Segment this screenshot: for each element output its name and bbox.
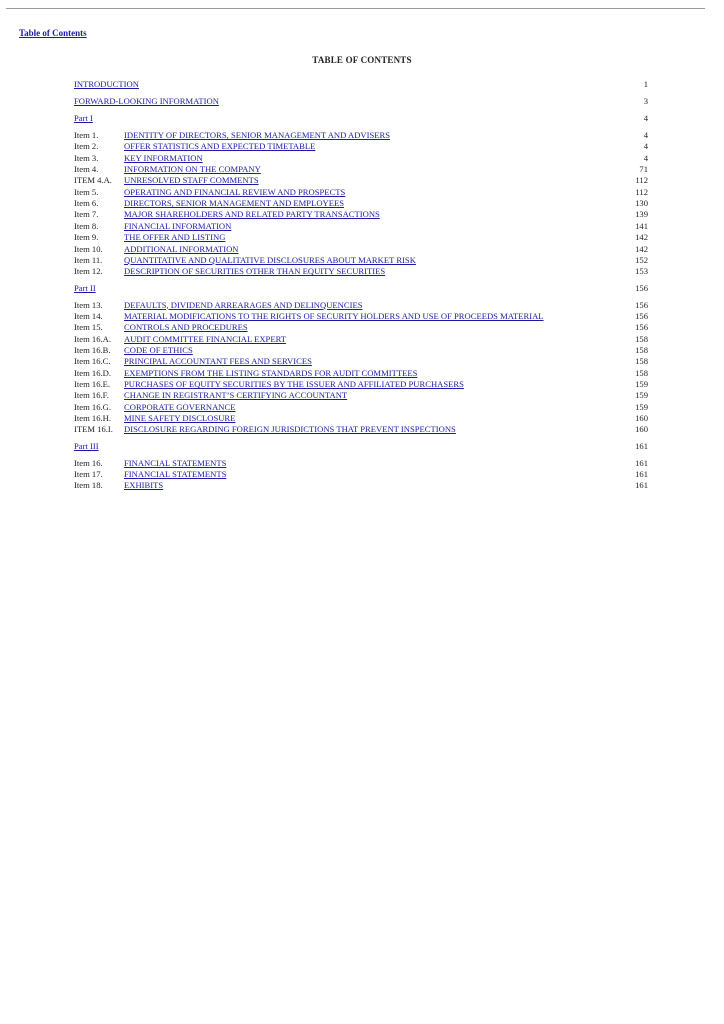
- toc-link[interactable]: OFFER STATISTICS AND EXPECTED TIMETABLE: [124, 141, 316, 152]
- toc-link[interactable]: INTRODUCTION: [74, 79, 139, 89]
- toc-link[interactable]: MAJOR SHAREHOLDERS AND RELATED PARTY TRANSACTIONS: [124, 209, 380, 220]
- toc-item-row: [74, 401, 648, 413]
- item-number: Item 16.G.: [74, 401, 111, 412]
- toc-link[interactable]: ADDITIONAL INFORMATION: [124, 243, 239, 254]
- toc-link[interactable]: FINANCIAL STATEMENTS: [124, 457, 227, 468]
- toc-item-row: [74, 321, 648, 333]
- toc-item-row: [74, 389, 648, 401]
- toc-item-row: [74, 412, 648, 424]
- page-number: 142: [635, 232, 648, 243]
- toc-link[interactable]: IDENTITY OF DIRECTORS, SENIOR MANAGEMENT AND ADVISERS: [124, 130, 391, 140]
- page-number: 161: [635, 457, 648, 468]
- toc-item-row: [74, 220, 648, 232]
- toc-link[interactable]: DEFAULTS, DIVIDEND ARREARAGES AND DELINQUENCIES: [124, 299, 363, 310]
- page-number: 156: [635, 322, 648, 333]
- toc-item-row: [74, 265, 648, 277]
- item-number: Item 16.B.: [74, 344, 111, 355]
- toc-item-row: [74, 163, 648, 175]
- page-number: 160: [635, 413, 648, 424]
- toc-link[interactable]: EXEMPTIONS FROM THE LISTING STANDARDS FOR AUDIT COMMITTEES: [124, 367, 418, 378]
- toc-item-row: [74, 197, 648, 209]
- item-number: Item 3.: [74, 152, 99, 163]
- toc-entry: [74, 95, 648, 107]
- toc-item-row: [74, 186, 648, 198]
- item-number: Item 16.F.: [74, 390, 109, 401]
- item-number: Item 18.: [74, 480, 103, 491]
- toc-link[interactable]: FINANCIAL INFORMATION: [124, 220, 232, 231]
- item-number: Item 16.A.: [74, 333, 111, 344]
- toc-link[interactable]: THE OFFER AND LISTING: [124, 232, 226, 243]
- toc-item-row: [74, 208, 648, 220]
- page-number: 139: [635, 209, 648, 220]
- page-number: 152: [635, 254, 648, 265]
- item-number: Item 5.: [74, 186, 99, 197]
- table-of-contents-link[interactable]: Table of Contents: [19, 28, 87, 38]
- toc-item-row: [74, 333, 648, 345]
- item-number: Item 2.: [74, 141, 99, 152]
- toc-item-row: [74, 468, 648, 480]
- toc-item-row: [74, 479, 648, 491]
- toc-link[interactable]: MINE SAFETY DISCLOSURE: [124, 413, 236, 424]
- toc-link[interactable]: FINANCIAL STATEMENTS: [124, 469, 227, 480]
- page-number: 159: [635, 390, 648, 401]
- page-number: 141: [635, 220, 648, 231]
- page-number: 3: [643, 96, 648, 106]
- toc-item-row: [74, 231, 648, 243]
- toc-link[interactable]: DESCRIPTION OF SECURITIES OTHER THAN EQUITY SECURITIES: [124, 266, 386, 277]
- item-number: Item 16.C.: [74, 356, 111, 367]
- toc-item-row: [74, 174, 648, 186]
- toc-link[interactable]: FORWARD-LOOKING INFORMATION: [74, 96, 219, 106]
- toc-link[interactable]: DISCLOSURE REGARDING FOREIGN JURISDICTIONS THAT PREVENT INSPECTIONS: [124, 424, 456, 435]
- page-number: 4: [643, 152, 648, 163]
- page-number: 159: [635, 379, 648, 389]
- page-number: 156: [635, 310, 648, 321]
- item-number: Item 16.H.: [74, 413, 111, 424]
- toc-item-row: [74, 344, 648, 356]
- toc-item-row: [74, 129, 648, 141]
- page-number: 142: [635, 243, 648, 254]
- toc-link[interactable]: INFORMATION ON THE COMPANY: [124, 164, 261, 175]
- toc-item-row: [74, 367, 648, 379]
- page-number: 4: [643, 113, 648, 123]
- page-number: 4: [643, 141, 648, 152]
- toc-link[interactable]: PRINCIPAL ACCOUNTANT FEES AND SERVICES: [124, 356, 312, 367]
- page-number: 71: [639, 164, 648, 175]
- toc-link[interactable]: AUDIT COMMITTEE FINANCIAL EXPERT: [124, 333, 287, 344]
- toc-entry: [74, 78, 648, 90]
- item-number: Item 9.: [74, 232, 99, 243]
- item-number: Item 15.: [74, 322, 103, 333]
- toc-link[interactable]: CODE OF ETHICS: [124, 344, 193, 355]
- toc-link[interactable]: OPERATING AND FINANCIAL REVIEW AND PROSPECTS: [124, 186, 346, 197]
- toc-item-row: [74, 355, 648, 367]
- page-number: 4: [643, 130, 648, 140]
- toc-link[interactable]: EXHIBITS: [124, 480, 164, 491]
- page-number: 158: [635, 367, 648, 378]
- top-divider: [6, 8, 705, 9]
- page-number: 112: [635, 186, 648, 197]
- item-number: Item 8.: [74, 220, 99, 231]
- toc-item-row: [74, 152, 648, 164]
- page-title: TABLE OF CONTENTS: [312, 55, 412, 65]
- toc-link[interactable]: MATERIAL MODIFICATIONS TO THE RIGHTS OF SECURITY HOLDERS AND USE OF PROCEEDS MATERIAL: [124, 310, 544, 321]
- item-number: Item 16.E.: [74, 379, 111, 389]
- part-heading: [74, 282, 648, 294]
- item-number: Item 1.: [74, 130, 99, 140]
- toc-item-row: [74, 457, 648, 469]
- toc-item-row: [74, 140, 648, 152]
- item-number: Item 13.: [74, 299, 103, 310]
- page-number: 159: [635, 401, 648, 412]
- page-number: 112: [635, 175, 648, 186]
- page-number: 153: [635, 266, 648, 277]
- page-number: 161: [635, 469, 648, 480]
- toc-link[interactable]: PURCHASES OF EQUITY SECURITIES BY THE ISSUER AND AFFILIATED PURCHASERS: [124, 379, 464, 389]
- toc-link[interactable]: KEY INFORMATION: [124, 152, 203, 163]
- part-heading: [74, 440, 648, 452]
- page-number: 156: [635, 282, 648, 293]
- item-number: Item 12.: [74, 266, 103, 277]
- part-link[interactable]: Part II: [74, 282, 96, 293]
- part-link[interactable]: Part I: [74, 113, 93, 123]
- page-number: 1: [643, 79, 648, 89]
- item-number: Item 16.D.: [74, 367, 111, 378]
- page-number: 158: [635, 356, 648, 367]
- item-number: ITEM 4.A.: [74, 175, 112, 186]
- toc-link[interactable]: DIRECTORS, SENIOR MANAGEMENT AND EMPLOYEES: [124, 198, 345, 209]
- part-link[interactable]: Part III: [74, 440, 99, 451]
- page-number: 130: [635, 198, 648, 209]
- item-number: Item 16.: [74, 457, 103, 468]
- page-number: 158: [635, 344, 648, 355]
- page-number: 158: [635, 333, 648, 344]
- page-number: 160: [635, 424, 648, 435]
- toc-item-row: [74, 310, 648, 322]
- toc-item-row: [74, 299, 648, 311]
- toc-item-row: [74, 423, 648, 435]
- item-number: Item 6.: [74, 198, 99, 209]
- item-number: Item 7.: [74, 209, 99, 220]
- toc-item-row: [74, 378, 648, 390]
- toc-link[interactable]: UNRESOLVED STAFF COMMENTS: [124, 175, 259, 186]
- item-number: Item 4.: [74, 164, 99, 175]
- item-number: ITEM 16.I.: [74, 424, 113, 435]
- toc-link[interactable]: CHANGE IN REGISTRANT’S CERTIFYING ACCOUNTANT: [124, 390, 348, 401]
- toc-link[interactable]: CORPORATE GOVERNANCE: [124, 401, 236, 412]
- toc-link[interactable]: QUANTITATIVE AND QUALITATIVE DISCLOSURES ABOUT MARKET RISK: [124, 254, 416, 265]
- item-number: Item 14.: [74, 310, 103, 321]
- item-number: Item 17.: [74, 469, 103, 480]
- item-number: Item 11.: [74, 254, 103, 265]
- page-number: 161: [635, 480, 648, 491]
- toc-item-row: [74, 243, 648, 255]
- page-number: 161: [635, 440, 648, 451]
- page-number: 156: [635, 299, 648, 310]
- toc-item-row: [74, 254, 648, 266]
- part-heading: [74, 112, 648, 124]
- item-number: Item 10.: [74, 243, 103, 254]
- toc-link[interactable]: CONTROLS AND PROCEDURES: [124, 322, 248, 333]
